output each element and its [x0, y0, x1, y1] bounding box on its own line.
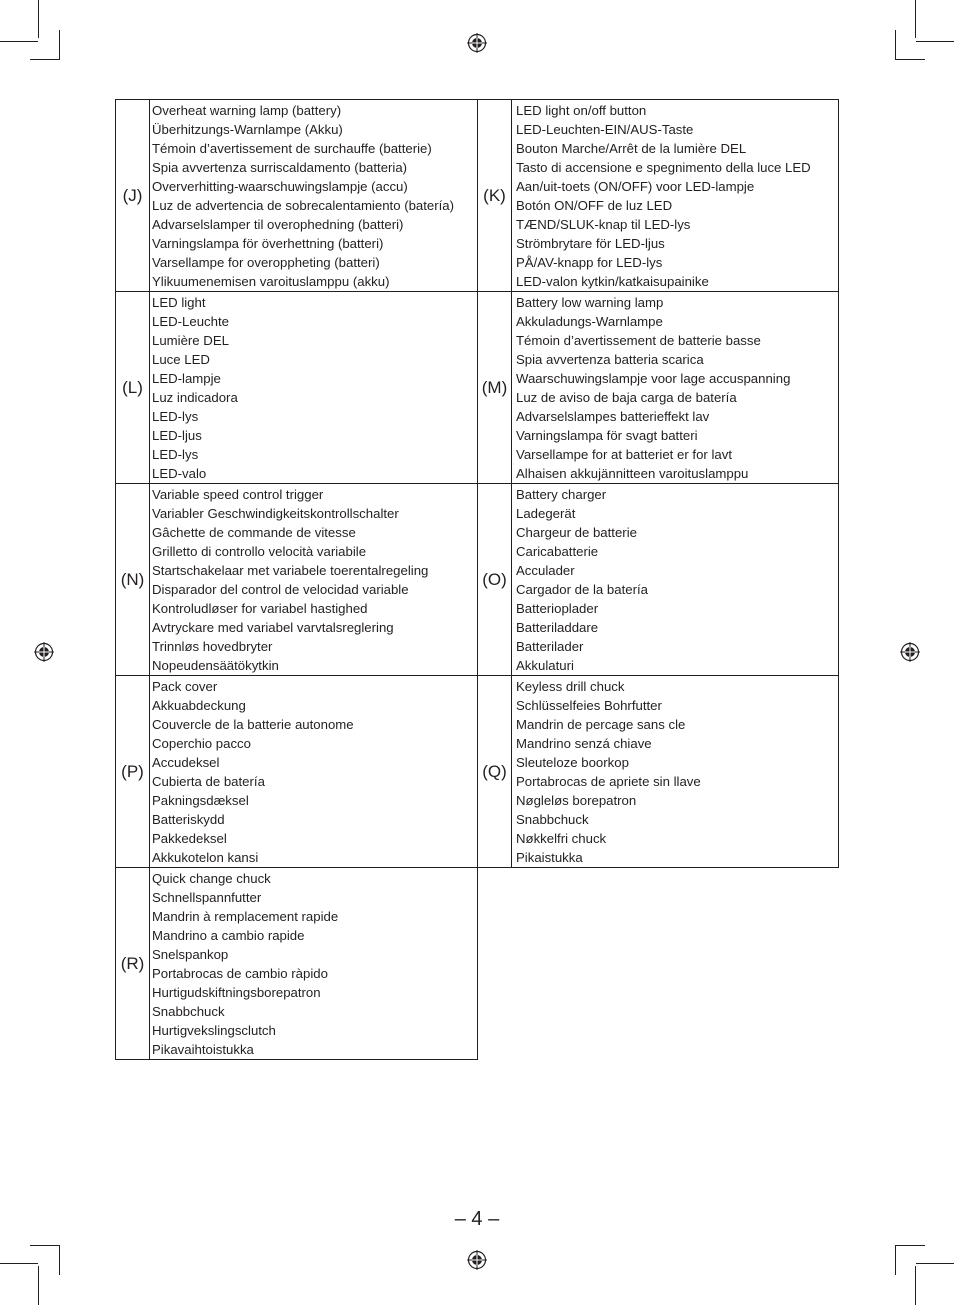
- part-name-line: Luz de aviso de baja carga de batería: [516, 390, 737, 405]
- part-name-line: LED-lampje: [152, 371, 221, 386]
- crop-mark: [915, 0, 916, 38]
- part-name-line: Pikavaihtoistukka: [152, 1042, 254, 1057]
- crop-mark: [895, 59, 925, 60]
- part-name-line: Schlüsselfeies Bohrfutter: [516, 698, 662, 713]
- part-name-line: Cargador de la batería: [516, 582, 648, 597]
- part-name-line: Ladegerät: [516, 506, 576, 521]
- part-name-line: LED-ljus: [152, 428, 202, 443]
- part-name-line: Pikaistukka: [516, 850, 583, 865]
- part-name-line: Hurtigudskiftningsborepatron: [152, 985, 321, 1000]
- part-name-line: Batterioplader: [516, 601, 599, 616]
- part-name-line: Batteriladdare: [516, 620, 599, 635]
- page-number: – 4 –: [454, 1208, 500, 1230]
- registration-mark-icon: [467, 33, 487, 53]
- part-name-line: Battery charger: [516, 487, 607, 502]
- part-name-line: LED light on/off button: [516, 103, 647, 118]
- registration-mark-icon: [34, 642, 54, 662]
- part-name-line: Mandrino a cambio rapide: [152, 928, 305, 943]
- part-name-line: Advarselslampes batterieffekt lav: [516, 409, 710, 424]
- part-name-line: Chargeur de batterie: [516, 525, 637, 540]
- part-name-line: Hurtigvekslingsclutch: [152, 1023, 276, 1038]
- part-id-cell: [115, 867, 150, 1060]
- part-name-line: Snabbchuck: [152, 1004, 225, 1019]
- part-name-line: LED-Leuchte: [152, 314, 229, 329]
- part-name-line: LED-Leuchten-EIN/AUS-Taste: [516, 122, 694, 137]
- part-name-line: LED-valon kytkin/katkaisupainike: [516, 274, 709, 289]
- part-name-cell: [149, 483, 478, 676]
- part-name-line: Startschakelaar met variabele toerentalregeling: [152, 563, 429, 578]
- part-name-line: Aan/uit-toets (ON/OFF) voor LED-lampje: [516, 179, 755, 194]
- crop-mark: [0, 41, 38, 42]
- part-name-line: Quick change chuck: [152, 871, 271, 886]
- part-name-line: Disparador del control de velocidad variable: [152, 582, 409, 597]
- part-name-line: Luz indicadora: [152, 390, 238, 405]
- part-name-line: Nopeudensäätökytkin: [152, 658, 279, 673]
- crop-mark: [916, 41, 954, 42]
- part-id: (N): [120, 569, 145, 589]
- crop-mark: [895, 1245, 925, 1246]
- part-id: (Q): [482, 761, 507, 781]
- part-name-line: Snelspankop: [152, 947, 229, 962]
- part-name-cell: [149, 675, 478, 868]
- part-name-line: Waarschuwingslampje voor lage accuspanning: [516, 371, 791, 386]
- part-name-line: Akkulaturi: [516, 658, 574, 673]
- part-name-line: Varningslampa för svagt batteri: [516, 428, 698, 443]
- part-name-line: Bouton Marche/Arrêt de la lumière DEL: [516, 141, 747, 156]
- crop-mark: [916, 1263, 954, 1264]
- part-id: (O): [482, 569, 507, 589]
- part-name-line: Varningslampa för överhettning (batteri): [152, 236, 384, 251]
- part-name-line: Pakningsdæksel: [152, 793, 249, 808]
- crop-mark: [0, 1263, 38, 1264]
- part-id: (K): [483, 185, 506, 205]
- part-name-cell: [511, 675, 839, 868]
- part-name-line: Trinnløs hovedbryter: [152, 639, 273, 654]
- part-name-line: LED-lys: [152, 409, 199, 424]
- crop-mark: [59, 1245, 60, 1275]
- part-name-line: TÆND/SLUK-knap til LED-lys: [516, 217, 691, 232]
- part-name-line: LED-valo: [152, 466, 207, 481]
- part-name-line: Portabrocas de apriete sin llave: [516, 774, 701, 789]
- part-name-line: Coperchio pacco: [152, 736, 251, 751]
- part-name-line: Überhitzungs-Warnlampe (Akku): [152, 122, 343, 137]
- part-name-line: Schnellspannfutter: [152, 890, 262, 905]
- part-name-cell: [149, 291, 478, 484]
- part-name-line: Luz de advertencia de sobrecalentamiento (batería): [152, 198, 455, 213]
- part-name-line: Acculader: [516, 563, 575, 578]
- registration-mark-icon: [900, 642, 920, 662]
- part-name-line: Battery low warning lamp: [516, 295, 664, 310]
- part-id: (R): [120, 953, 145, 973]
- part-name-cell: [511, 291, 839, 484]
- part-name-line: Batterilader: [516, 639, 584, 654]
- part-name-cell: [511, 99, 839, 292]
- part-name-line: Pakkedeksel: [152, 831, 227, 846]
- part-id-cell: [115, 483, 150, 676]
- part-name-line: Overheat warning lamp (battery): [152, 103, 342, 118]
- part-name-line: PÅ/AV-knapp for LED-lys: [516, 255, 663, 270]
- crop-mark: [895, 30, 896, 60]
- part-name-line: Gâchette de commande de vitesse: [152, 525, 356, 540]
- crop-mark: [38, 0, 39, 38]
- part-name-line: Spia avvertenza batteria scarica: [516, 352, 704, 367]
- crop-mark: [38, 1266, 39, 1305]
- part-name-line: LED light: [152, 295, 206, 310]
- part-name-line: Strömbrytare för LED-ljus: [516, 236, 665, 251]
- part-id-cell: [115, 675, 150, 868]
- part-name-line: Oververhitting-waarschuwingslampje (accu): [152, 179, 408, 194]
- part-id-cell: [477, 291, 512, 484]
- part-id: (P): [121, 761, 144, 781]
- part-name-line: Mandrin à remplacement rapide: [152, 909, 339, 924]
- part-name-line: Cubierta de batería: [152, 774, 265, 789]
- part-name-line: Akkuabdeckung: [152, 698, 246, 713]
- part-name-line: Snabbchuck: [516, 812, 589, 827]
- registration-mark-icon: [467, 1250, 487, 1270]
- part-name-line: Grilletto di controllo velocità variabile: [152, 544, 367, 559]
- part-name-line: Témoin d’avertissement de batterie basse: [516, 333, 761, 348]
- part-name-line: Pack cover: [152, 679, 218, 694]
- part-name-line: Advarselslamper til overophedning (batteri): [152, 217, 404, 232]
- part-name-cell: [511, 483, 839, 676]
- part-name-line: Varsellampe for overoppheting (batteri): [152, 255, 380, 270]
- crop-mark: [30, 59, 60, 60]
- part-id: (L): [122, 377, 143, 397]
- part-name-line: Varsellampe for at batteriet er for lavt: [516, 447, 732, 462]
- part-name-cell: [149, 99, 478, 292]
- part-id-cell: [115, 99, 150, 292]
- part-name-line: Spia avvertenza surriscaldamento (batteria): [152, 160, 408, 175]
- part-name-line: Akkuladungs-Warnlampe: [516, 314, 663, 329]
- part-name-cell: [149, 867, 478, 1060]
- part-name-line: Sleuteloze boorkop: [516, 755, 629, 770]
- part-id-cell: [477, 675, 512, 868]
- part-name-line: Nøkkelfri chuck: [516, 831, 607, 846]
- part-name-line: Mandrin de percage sans cle: [516, 717, 686, 732]
- part-name-line: Accudeksel: [152, 755, 220, 770]
- part-name-line: Avtryckare med variabel varvtalsreglering: [152, 620, 394, 635]
- part-name-line: Keyless drill chuck: [516, 679, 625, 694]
- part-name-line: LED-lys: [152, 447, 199, 462]
- part-name-line: Lumière DEL: [152, 333, 229, 348]
- part-id: (J): [122, 185, 143, 205]
- part-name-line: Botón ON/OFF de luz LED: [516, 198, 673, 213]
- part-id-cell: [477, 99, 512, 292]
- crop-mark: [915, 1266, 916, 1305]
- part-id: (M): [481, 377, 508, 397]
- crop-mark: [895, 1245, 896, 1275]
- part-name-line: Couvercle de la batterie autonome: [152, 717, 354, 732]
- part-id-cell: [477, 483, 512, 676]
- part-name-line: Batteriskydd: [152, 812, 225, 827]
- part-name-line: Portabrocas de cambio ràpido: [152, 966, 328, 981]
- part-name-line: Akkukotelon kansi: [152, 850, 259, 865]
- part-name-line: Tasto di accensione e spegnimento della luce LED: [516, 160, 811, 175]
- part-name-line: Témoin d’avertissement de surchauffe (batterie): [152, 141, 432, 156]
- part-id-cell: [115, 291, 150, 484]
- crop-mark: [30, 1245, 60, 1246]
- part-name-line: Caricabatterie: [516, 544, 599, 559]
- part-name-line: Nøgleløs borepatron: [516, 793, 637, 808]
- crop-mark: [59, 30, 60, 60]
- part-name-line: Kontroludløser for variabel hastighed: [152, 601, 368, 616]
- part-name-line: Ylikuumenemisen varoituslamppu (akku): [152, 274, 390, 289]
- part-name-line: Luce LED: [152, 352, 210, 367]
- part-name-line: Variable speed control trigger: [152, 487, 324, 502]
- part-name-line: Variabler Geschwindigkeitskontrollschalter: [152, 506, 399, 521]
- part-name-line: Alhaisen akkujännitteen varoituslamppu: [516, 466, 749, 481]
- part-name-line: Mandrino senzá chiave: [516, 736, 652, 751]
